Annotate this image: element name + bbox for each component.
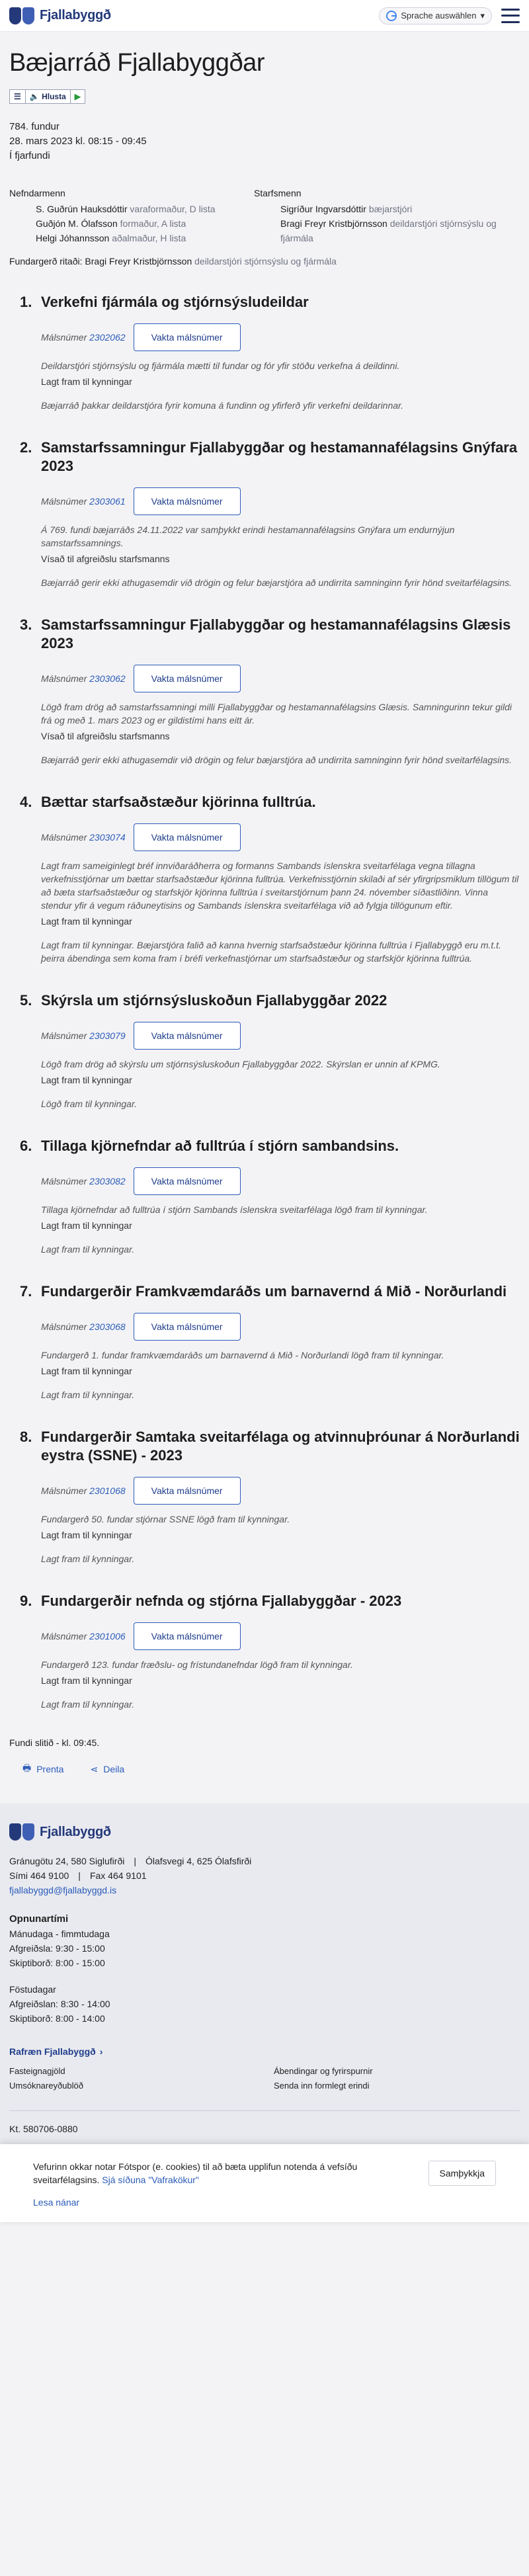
- item-outcome: Vísað til afgreiðslu starfsmanns: [41, 554, 170, 564]
- agenda-item: [9, 793, 520, 965]
- case-number-link[interactable]: 2303061: [89, 496, 126, 507]
- agenda-heading: [9, 1282, 520, 1301]
- staff-row: Sigríður Ingvarsdóttir bæjarstjóri: [280, 204, 413, 214]
- electronic-services-link[interactable]: Rafræn Fjallabyggð ›: [9, 2044, 520, 2059]
- item-resolution: Lagt fram til kynningar.: [41, 1244, 135, 1255]
- member-row: S. Guðrún Hauksdóttir varaformaður, D lista: [36, 204, 216, 214]
- hours-office: Afgreiðsla: 9:30 - 15:00: [9, 1943, 105, 1954]
- meeting-type: Í fjarfundi: [9, 150, 50, 161]
- follow-case-button[interactable]: Vakta málsnúmer: [134, 665, 241, 692]
- item-description: Fundargerð 123. fundar fræðslu- og frístundanefndar lögð fram til kynningar.: [41, 1659, 353, 1670]
- footer-logo[interactable]: [9, 1823, 520, 1841]
- footer-link[interactable]: Ábendingar og fyrirspurnir: [274, 2066, 373, 2076]
- agenda-item: [9, 438, 520, 589]
- item-outcome: Lagt fram til kynningar: [41, 376, 132, 387]
- item-resolution: Lagt fram til kynningar.: [41, 1390, 135, 1400]
- case-number-link[interactable]: 2303082: [89, 1176, 126, 1186]
- agenda-item: [9, 1282, 520, 1401]
- agenda-number: 9.: [20, 1593, 32, 1609]
- agenda-heading: [9, 438, 520, 476]
- top-bar: [0, 0, 529, 32]
- crest-icon: [9, 1823, 34, 1841]
- member-row: Guðjón M. Ólafsson formaður, A lista: [36, 218, 186, 229]
- item-resolution: Lögð fram til kynningar.: [41, 1099, 137, 1109]
- case-number-link[interactable]: 2303068: [89, 1321, 126, 1332]
- case-number-link[interactable]: 2302062: [89, 332, 126, 343]
- page-actions: [9, 1761, 520, 1777]
- item-outcome: Vísað til afgreiðslu starfsmanns: [41, 731, 170, 741]
- follow-case-button[interactable]: Vakta málsnúmer: [134, 1622, 241, 1650]
- chevron-right-icon: ›: [99, 2046, 103, 2057]
- case-number-link[interactable]: 2303074: [89, 832, 126, 843]
- follow-case-button[interactable]: Vakta málsnúmer: [134, 323, 241, 351]
- follow-case-button[interactable]: Vakta málsnúmer: [134, 1477, 241, 1505]
- agenda-heading: [9, 1592, 520, 1610]
- item-outcome: Lagt fram til kynningar: [41, 1530, 132, 1540]
- follow-case-button[interactable]: Vakta málsnúmer: [134, 1313, 241, 1341]
- listen-toolbar: [9, 89, 520, 104]
- item-resolution: Bæjarráð gerir ekki athugasemdir við drögin og felur bæjarstjóra að undirrita samninginn fyrir hönd sveitarfélagsins.: [41, 577, 512, 588]
- item-resolution: Bæjarráð þakkar deildarstjóra fyrir komuna á fundinn og yfirferð yfir verkefni deildarinnar.: [41, 400, 404, 411]
- friday-title: Föstudagar: [9, 1984, 56, 1995]
- crest-icon: [9, 7, 34, 24]
- case-row: [41, 1622, 520, 1650]
- printer-icon: 🖶: [22, 1763, 32, 1773]
- item-description: Fundargerð 1. fundar framkvæmdaráðs um barnavernd á Mið - Norðurlandi lögð fram til kynningar.: [41, 1350, 444, 1360]
- agenda-title: Samstarfssamningur Fjallabyggðar og hestamannafélagsins Glæsis 2023: [41, 616, 511, 651]
- agenda-title: Bættar starfsaðstæður kjörinna fulltrúa.: [41, 794, 316, 810]
- follow-case-button[interactable]: Vakta málsnúmer: [134, 487, 241, 515]
- agenda-number: 4.: [20, 794, 32, 810]
- read-more-link[interactable]: Lesa nánar: [33, 2197, 80, 2208]
- agenda-item: [9, 1137, 520, 1256]
- play-icon[interactable]: ▶: [74, 92, 81, 101]
- case-label: Málsnúmer: [41, 1030, 87, 1041]
- item-resolution: Lagt fram til kynningar.: [41, 1699, 135, 1710]
- item-resolution: Lagt fram til kynningar.: [41, 1554, 135, 1564]
- minutes-writer: Fundargerð ritaði: Bragi Freyr Kristbjörnsson deildarstjóri stjórnsýslu og fjármála: [9, 256, 337, 267]
- item-outcome: Lagt fram til kynningar: [41, 1675, 132, 1686]
- agenda-title: Tillaga kjörnefndar að fulltrúa í stjórn sambandsins.: [41, 1138, 399, 1154]
- staff-column: [254, 186, 499, 245]
- staff-title: Starfsmenn: [254, 188, 302, 198]
- agenda-heading: [9, 1137, 520, 1155]
- item-description: Deildarstjóri stjórnsýslu og fjármála mætti til fundar og fór yfir stöðu verkefna á deildinni.: [41, 360, 400, 371]
- cookie-banner: [0, 2144, 529, 2222]
- agenda-number: 3.: [20, 616, 32, 633]
- item-description: Tillaga kjörnefndar að fulltrúa í stjórn Sambands íslenskra sveitarfélaga lögð fram til kynningar.: [41, 1204, 428, 1215]
- footer-link[interactable]: Umsóknareyðublöð: [9, 2081, 84, 2091]
- agenda-title: Fundargerðir Samtaka sveitarfélaga og atvinnuþróunar á Norðurlandi eystra (SSNE) - 2023: [41, 1429, 520, 1464]
- follow-case-button[interactable]: Vakta málsnúmer: [134, 1167, 241, 1195]
- member-row: Helgi Jóhannsson aðalmaður, H lista: [36, 233, 186, 243]
- agenda-number: 1.: [20, 294, 32, 310]
- email-link[interactable]: fjallabyggd@fjallabyggd.is: [9, 1885, 117, 1895]
- agenda-number: 2.: [20, 439, 32, 456]
- follow-case-button[interactable]: Vakta málsnúmer: [134, 1022, 241, 1050]
- agenda-title: Samstarfssamningur Fjallabyggðar og hestamannafélagsins Gnýfara 2023: [41, 439, 518, 474]
- speaker-icon: 🔈: [29, 92, 40, 101]
- case-number-link[interactable]: 2303062: [89, 673, 126, 684]
- agenda-item: [9, 1592, 520, 1711]
- footer-site-name: Fjallabyggð: [40, 1825, 111, 1839]
- case-row: [41, 323, 520, 351]
- meeting-time: 28. mars 2023 kl. 08:15 - 09:45: [9, 136, 147, 147]
- chevron-down-icon: ▾: [480, 10, 485, 21]
- item-resolution: Lagt fram til kynningar. Bæjarstjóra falið að kanna hvernig starfsaðstæður kjörinna fulltrúa í Fjallabyggð eru m.t.t. þeirra ábendinga sem koma fram í bréfi verkefnastjórnar um starfsaðstæður og starfskjör kjörinna fulltrúa.: [41, 940, 501, 964]
- main-content: [0, 32, 529, 1777]
- members-title: Nefndarmenn: [9, 188, 65, 198]
- case-row: [41, 1022, 520, 1050]
- share-button[interactable]: ⋖ Deila: [90, 1763, 125, 1774]
- share-icon: ⋖: [90, 1763, 99, 1774]
- translate-select[interactable]: [379, 7, 492, 24]
- case-row: [41, 1477, 520, 1505]
- divider: [9, 2110, 520, 2111]
- agenda-title: Fundargerðir Framkvæmdaráðs um barnavernd á Mið - Norðurlandi: [41, 1283, 507, 1300]
- case-row: [41, 487, 520, 515]
- agenda-item: [9, 991, 520, 1110]
- agenda-number: 5.: [20, 992, 32, 1009]
- follow-case-button[interactable]: Vakta málsnúmer: [134, 823, 241, 851]
- item-outcome: Lagt fram til kynningar: [41, 916, 132, 927]
- item-description: Lagt fram sameiginlegt bréf innviðaráðherra og formanns Sambands íslenskra sveitarfélaga vegna tillagna verkefnisstjórnar um bættar starfsaðstæður kjörinna fulltrúa. Verkefnisstjórnin skilaði af sér yfirgripsmiklum tillögum til að bæta starfsaðstæður og starfskjör kjörinna fulltrúa í sveitarstjórnum þann 24. nóvember síðastliðinn. Vinna stendur yfir á vegum ráðuneytisins og Sambands íslenskra sveitarfélaga við að fylgja tillögunum eftir.: [41, 860, 519, 911]
- listen-label: Hlusta: [42, 92, 66, 101]
- agenda-title: Fundargerðir nefnda og stjórna Fjallabyggðar - 2023: [41, 1593, 402, 1609]
- footer-link[interactable]: Senda inn formlegt erindi: [274, 2081, 370, 2091]
- meeting-number: 784. fundur: [9, 121, 60, 132]
- meeting-meta: [9, 120, 520, 163]
- agenda-item: [9, 293, 520, 412]
- item-outcome: Lagt fram til kynningar: [41, 1366, 132, 1376]
- agenda-number: 7.: [20, 1283, 32, 1300]
- google-icon: [386, 11, 397, 21]
- hours-title: Opnunartími: [9, 1913, 69, 1925]
- site-name: Fjallabyggð: [40, 8, 111, 22]
- site-logo[interactable]: [9, 7, 111, 24]
- members-column: [9, 186, 254, 245]
- translate-label: Sprache auswählen: [401, 11, 477, 21]
- agenda-heading: [9, 1428, 520, 1465]
- case-number-link[interactable]: 2301068: [89, 1485, 126, 1496]
- cookie-policy-link[interactable]: Sjá síðuna "Vafrakökur": [102, 2175, 199, 2185]
- item-description: Lögð fram drög að samstarfssamningi milli Fjallabyggðar og hestamannafélagsins Glæsis. Samningurinn tekur gildi frá og með 1. mars 2023 og er gildistími hans eitt ár.: [41, 702, 512, 726]
- agenda-number: 6.: [20, 1138, 32, 1154]
- cookie-text: Vefurinn okkar notar Fótspor (e. cookies) til að bæta upplifun notenda á vefsíðu sveitarfélagsins. Sjá síðuna "Vafrakökur": [33, 2161, 358, 2185]
- agenda-heading: [9, 991, 520, 1010]
- case-number-link[interactable]: 2303079: [89, 1030, 126, 1041]
- case-row: [41, 665, 520, 692]
- item-description: Á 769. fundi bæjarráðs 24.11.2022 var samþykkt erindi hestamannafélagsins Gnýfara um endurnýjun samstarfssamnings.: [41, 524, 455, 548]
- phone-line: Sími 464 9100 | Fax 464 9101: [9, 1870, 147, 1881]
- case-label: Málsnúmer: [41, 1176, 87, 1186]
- page-title: Bæjarráð Fjallabyggðar: [9, 49, 265, 77]
- footer-links: [9, 2064, 520, 2093]
- case-label: Málsnúmer: [41, 1321, 87, 1332]
- agenda-number: 8.: [20, 1429, 32, 1445]
- case-label: Málsnúmer: [41, 832, 87, 843]
- agenda-heading: [9, 293, 520, 312]
- attendance: [9, 186, 520, 245]
- agenda-item: [9, 616, 520, 767]
- case-number-link[interactable]: 2301006: [89, 1631, 126, 1641]
- menu-icon[interactable]: ☰: [10, 90, 26, 103]
- company-id: Kt. 580706-0880: [9, 2124, 78, 2134]
- case-row: [41, 823, 520, 851]
- item-resolution: Bæjarráð gerir ekki athugasemdir við drögin og felur bæjarstjóra að undirrita samninginn fyrir hönd sveitarfélagsins.: [41, 755, 512, 765]
- menu-icon[interactable]: [501, 9, 520, 23]
- agenda-heading: [9, 793, 520, 811]
- item-outcome: Lagt fram til kynningar: [41, 1075, 132, 1085]
- case-row: [41, 1313, 520, 1341]
- footer-link[interactable]: Fasteignagjöld: [9, 2066, 65, 2076]
- agenda-heading: [9, 616, 520, 653]
- case-row: [41, 1167, 520, 1195]
- closing-text: Fundi slitið - kl. 09:45.: [9, 1737, 100, 1748]
- listen-button[interactable]: [9, 89, 85, 104]
- hours-days: Mánudaga - fimmtudaga: [9, 1929, 110, 1939]
- accept-cookies-button[interactable]: Samþykkja: [428, 2161, 496, 2186]
- case-label: Málsnúmer: [41, 1485, 87, 1496]
- case-label: Málsnúmer: [41, 673, 87, 684]
- case-label: Málsnúmer: [41, 1631, 87, 1641]
- hours-switch: Skiptiborð: 8:00 - 15:00: [9, 1958, 105, 1968]
- agenda-item: [9, 1428, 520, 1565]
- print-button[interactable]: 🖶 Prenta: [22, 1761, 63, 1777]
- case-label: Málsnúmer: [41, 332, 87, 343]
- case-label: Málsnúmer: [41, 496, 87, 507]
- agenda-title: Skýrsla um stjórnsýsluskoðun Fjallabyggðar 2022: [41, 992, 387, 1009]
- agenda-list: [9, 293, 520, 1711]
- item-outcome: Lagt fram til kynningar: [41, 1220, 132, 1231]
- item-description: Lögð fram drög að skýrslu um stjórnsýsluskoðun Fjallabyggðar 2022. Skýrslan er unnin af KPMG.: [41, 1059, 440, 1069]
- item-description: Fundargerð 50. fundar stjórnar SSNE lögð fram til kynningar.: [41, 1514, 290, 1524]
- friday-office: Afgreiðslan: 8:30 - 14:00: [9, 1999, 110, 2009]
- staff-row: Bragi Freyr Kristbjörnsson deildarstjóri stjórnsýslu og fjármála: [280, 218, 497, 243]
- address-line: Gránugötu 24, 580 Siglufirði | Ólafsvegi 4, 625 Ólafsfirði: [9, 1856, 252, 1866]
- friday-switch: Skiptiborð: 8:00 - 14:00: [9, 2013, 105, 2024]
- agenda-title: Verkefni fjármála og stjórnsýsludeildar: [41, 294, 309, 310]
